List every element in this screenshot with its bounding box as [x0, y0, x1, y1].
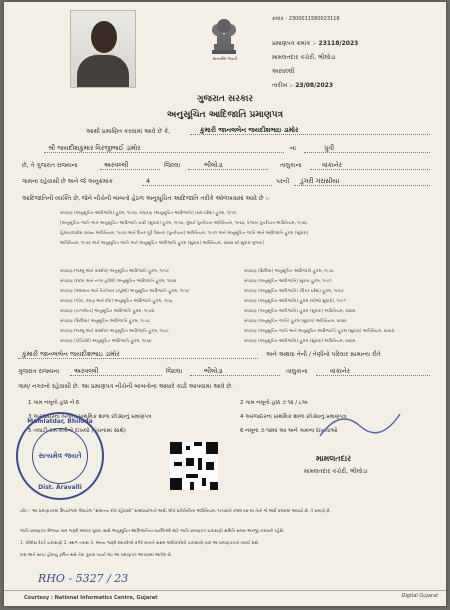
footer: [4, 590, 446, 605]
basis-item-6: 6 નમૂના ૭-૧૨માં આ અને ગામના દાખલાઓ: [240, 428, 338, 434]
applicant-photo: [70, 10, 136, 88]
relation: પુત્રી: [324, 144, 335, 152]
government-title: ગુજરાત સરકાર: [196, 94, 254, 104]
resident-district: અરવલ્લી: [74, 367, 99, 375]
resident-taluka: ભીલોડા: [204, 367, 223, 375]
qr-code-icon: [170, 442, 218, 490]
resident-statement: ગામ/ નગરનો રહેવાસી છે. આ પ્રમાણપત્ર નીચેની બાબતોના આધારે કાઢી આપવામાં આવે છે.: [18, 383, 233, 390]
footnote-2: જાતિ પ્રમાણપત્ર મેળવ્યા બાદ જરૂરી આધાર પુરાવા સાથે અનુસૂચિત આદિજાતિના વ્યક્તિઓ માટે જાતિ પ્રમાણપત્ર ચકાસણી સમિતિ સમક્ષ અરજી કરવાની રહેશે.: [20, 528, 285, 533]
signatory-office: મામલતદાર કચેરી, ભીલોડા: [304, 468, 368, 475]
basis-item-5: 5 તલાટી-કમ-મંત્રીનો દાખલો (પંચનામાં સાથે): [28, 428, 126, 434]
office-seal: Mamlatdar, Bhiloda સત્યમેવ જયતે Dist. Aravalli: [16, 412, 104, 500]
certificate-title: અનુસૂચિત આદિજાતિ પ્રમાણપત્ર: [166, 110, 284, 120]
basis-item-3: 3 અરજદારના પિતાના પ્રાથમિક શાળા છોડ્યાનું પ્રમાણપત્ર: [28, 414, 152, 420]
entry-number: 4: [146, 177, 151, 185]
father-name: શ્રી જયદીશકુમાર વિરજીભાઈ ડામોર: [48, 144, 141, 152]
applicant-name: કુમારી જાનલબેન જયદીશભાઇ ડામોર: [200, 126, 299, 134]
footnote-3: 1. પોલીસ રેકર્ડ ચકાસણી 2. સ્થળ તપાસ 3. અન્ય જરૂરી દસ્તાવેજો વગેરે બાબતે સક્ષમ અધિકારીની ચકાસણી બાદ આ પ્રમાણપત્રની ખરાઈ થશે.: [20, 540, 260, 545]
certificate-number: પ્રમાણપત્ર ક્રમાંક :- 23118/2023: [272, 40, 359, 47]
taluka-value: ભીલોડા: [204, 161, 223, 169]
certificate-page: સત્યમેવ જયતે ક્રમાંક : 2300011580023118 પ્રમાણપત્ર ક્રમાંક :- 23118/2023 મામલતદાર કચેરી, ભીલોડા અરવલ્લી તારીખ :- 23/08/2023 ગુજરાત સરકાર અનુસૂચિત આદિજાતિ પ્રમાણપત્ર આથી પ્રમાણિત કરવામાં આવે છે કે, કુમારી જાનલબેન જયદીશભાઇ ડામોર શ્રી જયદીશકુમાર વિરજીભાઈ ડામોર ના પુત્રી છે, તે ગુજરાત રાજ્યના અરવલ્લી જિલ્લા ભીલોડા તાલુકાના વાંકાનેર ગામના રહેવાસી છે અને જે અનુક્રમાંક 4 પરની ડુંગરી ગરાસીયા આદિજાતિની વ્યક્તિ છે, જેને નીચેની બાબતો હેઠળ અનુસૂચિત આદિજાતિ તરીકે ઓળખવામાં આવે છે :- બંધારણ (અનુસૂચિત આદિજાતિ) હુકમ, ૧૯૫૦, બંધારણ (અનુસૂચિત આદિજાતિ) (સંઘ પ્રદેશ) હુકમ, ૧૯૫૧, [અનુસૂચિત જાતિ અને અનુસૂચિત આદિજાતિ યાદી (સુધારા) હુકમ, ૧૯૫૬, મુંબઈ પુનર્રચના અધિનિયમ, ૧૯૬૦, પંજાબ પુનર્રચના અધિનિયમ, ૧૯૬૬, હિમાચલપ્રદેશ રાજ્ય અધિનિયમ, ૧૯૭૦ અને ઉત્તર-પૂર્વ વિસ્તાર (પુનર્રચના) અધિનિયમ, ૧૯૭૧ અને અનુસૂચિત જાતિ અને આદિજાતિ હુકમ (સુધારા) અધિનિયમ, ૧૯૭૬ અને અનુસૂચિત જાતિ અને અનુસૂચિત આદિજાતિ હુકમ (સુધારા) અધિનિયમ, ૨૦૦૨ થી સુધારા મુજબ] બંધારણ (જમ્મુ અને કાશ્મીર) અનુસૂચિત આદિજાતિ હુકમ, ૧૯૫૯ બંધારણ (દાદરા અને નગર હવેલી) અનુસૂચિત આદિજાતિ હુકમ, ૧૯૬૨ બંધારણ (અંદમાન અને નિકોબાર ટાપુઓ) અનુસૂચિત આદિજાતિ હુકમ, ૧૯૫૯ બંધારણ (ગોવા, દમણ અને દીવ) અનુસૂચિત આદિજાતિ હુકમ, ૧૯૬૮ બંધારણ (નાગાલેન્ડ) અનુસૂચિત આદિજાતિ હુકમ, ૧૯૭૦ બંધારણ (સિક્કિમ) અનુસૂચિત આદિજાતિ હુકમ, ૧૯૭૮ બંધારણ (જમ્મુ અને કાશ્મીર) અનુસૂચિત આદિજાતિ હુકમ, ૧૯૮૯ બંધારણ (પોંડિચેરી) અનુસૂચિત આદિજાતિ હુકમ, ૧૯૬૪ બંધારણ (સિક્કિમ) અનુસૂચિત આદિજાતિ હુકમ, ૧૯૭૮ બંધારણ (અનુસૂચિત આદિજાતિ) સુધારા હુકમ, ૧૯૯૧ બંધારણ (અનુસૂચિત આદિજાતિ) (ઉત્તર પ્રદેશ) હુકમ, ૧૯૬૭ બંધારણ (અનુસૂચિત આદિજાતિ) હુકમ (બીજો સુધારો), ૧૯૯૧ બંધારણ (અનુસૂચિત આદિજાતિ) હુકમ (સુધારા) અધિનિયમ, ૨૦૦૨ બંધારણ (અનુસૂચિત જાતિ) હુકમ (સુધારા) અધિનિયમ, ૨૦૦૨ બંધારણ (અનુસૂચિત જાતિ અને અનુસૂચિત આદિજાતિ) હુકમ (સુધારા) અધિનિયમ, ૨૦૦૩ બંધારણ (અનુસૂચિત આદિજાતિ) હુકમ (સુધારા) અધિનિયમ, ૨૦૦૨ કુમારી જાનલબેન જયદીશભાઇ ડામોર અને અથવા તેની / તેણીનો પરિવાર સામાન્ય રીતે ગુજરાત રાજ્યના અરવલ્લી જિલ્લા ભીલોડા તાલુકાના વાંકાનેર ગામ/ નગરનો રહેવાસી છે. આ પ્રમાણપત્ર નીચેની બાબતોના આધારે કાઢી આપવામાં આવે છે. 1 ગામ નમૂનો હક્ક ને 6 2 ગામ નમૂનો હક્ક ૭ ૧૨ / ૮અ 3 અરજદારના પિતાના પ્રાથમિક શાળા છોડ્યાનું પ્રમાણપત્ર 4 અરજદારના પ્રાથમિક શાળા છોડ્યાનું પ્રમાણપત્ર 5 તલાટી-કમ-મંત્રીનો દાખલો (પંચનામાં સાથે) 6 નમૂના ૭-૧૨માં આ અને ગામના દાખલાઓ Mamlatdar, Bhiloda સત્યમેવ જયતે Dist. Aravalli મામલતદાર મામલતદાર કચેરી, ભીલોડા નોંધ :- આ પ્રમાણપત્રમાં ઉપયોગમાં લેવાયેલ "સામાન્ય રીતે રહેવાસી" શબ્દપ્રયોગનો અર્થ, લોક પ્રતિનિધિત્વ અધિનિયમ, ૧૯૫૦ની કલમ ૨૦-માં તેનો જે અર્થ કરવામાં આવ્યો છે, તે પ્રમાણે છે. જાતિ પ્રમાણપત્ર મેળવ્યા બાદ જરૂરી આધાર પુરાવા સાથે અનુસૂચિત આદિજાતિના વ્યક્તિઓ માટે જાતિ પ્રમાણપત્ર ચકાસણી સમિતિ સમક્ષ અરજી કરવાની રહેશે. 1. પોલીસ રેકર્ડ ચકાસણી 2. સ્થળ તપાસ 3. અન્ય જરૂરી દસ્તાવેજો વગેરે બાબતે સક્ષમ અધિકારીની ચકાસણી બાદ આ પ્રમાણપત્રની ખરાઈ થશે. ખરા અને સાચા હોવાનું ફલિત થશે તેવા પુરાવા ધ્યાને લઇ આ પ્રમાણપત્ર આપવામાં આવેલ છે. RHO - 5327 / 23 Courtesy : National Informatics Centre, Gujarat Digital Gujarat: [4, 2, 446, 606]
basis-item-1: 1 ગામ નમૂનો હક્ક ને 6: [28, 400, 80, 406]
handwritten-reference: RHO - 5327 / 23: [38, 572, 129, 585]
footer-brand: Digital Gujarat: [401, 593, 438, 599]
mamlatdar-stamp: [310, 406, 406, 452]
footer-courtesy: Courtesy : National Informatics Centre, Gujarat: [24, 595, 158, 601]
village-value: વાંકાનેર: [322, 161, 343, 169]
issuing-office: મામલતદાર કચેરી, ભીલોડા: [272, 54, 336, 61]
emblem-caption: સત્યમેવ જયતે: [212, 56, 238, 61]
serial-number: ક્રમાંક : 2300011580023118: [272, 16, 340, 22]
footnote-4: ખરા અને સાચા હોવાનું ફલિત થશે તેવા પુરાવા ધ્યાને લઇ આ પ્રમાણપત્ર આપવામાં આવેલ છે.: [20, 552, 173, 557]
tribe-name: ડુંગરી ગરાસીયા: [300, 177, 340, 185]
basis-item-4: 4 અરજદારના પ્રાથમિક શાળા છોડ્યાનું પ્રમાણપત્ર: [240, 414, 347, 420]
certify-text: આથી પ્રમાણિત કરવામાં આવે છે કે,: [86, 128, 171, 135]
basis-item-2: 2 ગામ નમૂનો હક્ક ૭ ૧૨ / ૮અ: [240, 400, 308, 406]
resident-village: વાંકાનેર: [330, 367, 351, 375]
district-value: અરવલ્લી: [104, 161, 129, 169]
issue-date: તારીખ :- 23/08/2023: [272, 82, 333, 89]
tribes-intro: આદિજાતિની વ્યક્તિ છે, જેને નીચેની બાબતો હેઠળ અનુસૂચિત આદિજાતિ તરીકે ઓળખવામાં આવે છે :-: [22, 195, 270, 202]
footnote-1: નોંધ :- આ પ્રમાણપત્રમાં ઉપયોગમાં લેવાયેલ "સામાન્ય રીતે રહેવાસી" શબ્દપ્રયોગનો અર્થ, લોક પ્રતિનિધિત્વ અધિનિયમ, ૧૯૫૦ની કલમ ૨૦-માં તેનો જે અર્થ કરવામાં આવ્યો છે, તે પ્રમાણે છે.: [20, 508, 331, 513]
resident-name: કુમારી જાનલબેન જયદીશભાઇ ડામોર: [22, 350, 120, 358]
signatory-title: મામલતદાર: [316, 454, 352, 463]
national-emblem-icon: [204, 10, 244, 62]
issuing-district: અરવલ્લી: [272, 68, 295, 75]
